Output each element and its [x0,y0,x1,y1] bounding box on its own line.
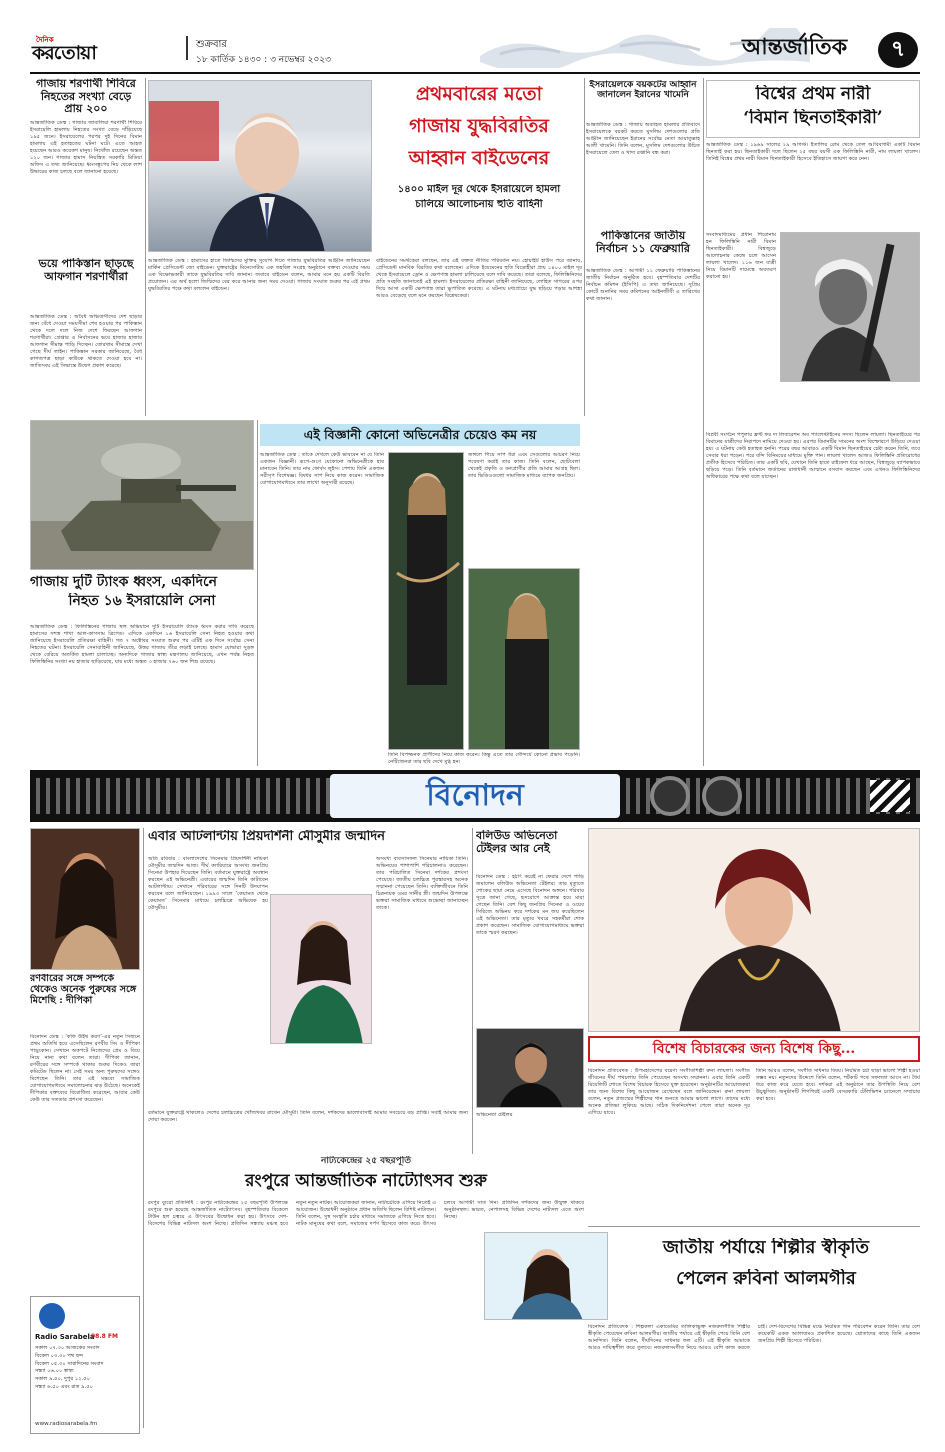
radio-schedule-item: বিকেল ০৫.৩০ সারাদিনের সংবাদ [35,1360,104,1367]
moushumi-photo [270,894,372,1044]
col4 [586,80,700,418]
radio-schedule-item: সকাল ৯.৫০, দুপুর ১২.৫০ [35,1376,91,1383]
col-rule [257,420,258,766]
scientist-text-3: তিনি বিপজ্জনক প্রাণীদের নিয়ে কাজ করেন। কিন্তু এতে তার সৌন্দর্যে কোনো প্রভাব পড়েনি। নেটিজেনরা তার ছবি দেখে মুগ্ধ হন। [388,752,580,766]
deepika-photo [30,828,140,970]
col-rule [472,828,473,1154]
houthi-subhead-line2: চালিয়ে আলোচনায় হুতি বাহিনী [415,199,543,211]
bishesh-headline-box [588,1036,920,1062]
bishesh-headline: বিশেষ বিচারকের জন্য বিশেষ কিছু... [652,1041,856,1057]
moushumi-text-3: বর্তমানে যুক্তরাষ্ট্রে থাকলেও দেশের চলচ্চিত্রের খোঁজখবর রাখেন মৌসুমী। তিনি বলেন, দর্শকদের ভালোবাসাই আমার সবচেয়ে বড় প্রাপ্তি। সবাই আমার জন্য দোয়া করবেন। [148,1110,468,1124]
refugee-camp-text: আন্তর্জাতিক ডেস্ক : গাজার জাবালিয়া শরণার্থী শিবিরে ইসরায়েলি হামলায় নিহতের সংখ্যা বেড়ে দাঁড়িয়েছে ১৯৫ জনে। ইসরায়েলের পরপর দুই দিনের বিমান হামলায় এই হতাহতের ঘটনা ঘটে। এতে আহত হয়েছেন আরও কয়েকশ মানুষ। নিখোঁজ রয়েছেন অন্তত ১২০ জন। গাজার হামাস নিয়ন্ত্রিত সরকারি মিডিয়া অফিস এ তথ্য জানিয়েছে। ধ্বংসস্তূপের নিচ থেকে লাশ উদ্ধারের কাজ চলছে বলে জানানো হয়েছে। [30,120,142,176]
scientist-headline-box [260,424,580,446]
radio-frequency: 98.8 FM [91,1333,118,1340]
biden-photo [148,80,372,252]
tailor-photo [476,1028,584,1108]
scientist-text-1: আন্তর্জাতিক ডেস্ক : তাকে দেখলে কেউ ভাববেন না যে তিনি একজন বিজ্ঞানী। রূপে-গুণে যেকোনো অভিনেত্রীকে হার মানাবেন তিনি। তার নাম ফোর্বস লুইস। পেশায় তিনি একজন সরীসৃপ বিশেষজ্ঞ। বিষধর সাপ নিয়ে কাজ করেন। সামাজিক যোগাযোগমাধ্যমে তার লাখো অনুসারী রয়েছে। [260,452,384,487]
rubina-text: বিনোদন প্রতিবেদক : শিল্পকলা একাডেমির তালিকাভুক্ত নজরুলগীতি শিল্পীর স্বীকৃতি পেয়েছেন রুবিনা আলমগীর। জাতীয় পর্যায়ে এই স্বীকৃতি পেয়ে তিনি বেশ আনন্দিত। তিনি বলেন, দীর্ঘদিনের সাধনার ফল এটি। এই স্বীকৃতি আমাকে আরও দায়িত্বশীল করে তুলবে। নজরুলসংগীত নিয়ে আরও বেশি কাজ করতে চাই। দেশ-বিদেশের বিভিন্ন মঞ্চে নিয়মিত গান পরিবেশন করেন তিনি। তার বেশ কয়েকটি একক অ্যালবামও প্রকাশিত হয়েছে। শ্রোতাদের কাছে তিনি একজন জনপ্রিয় শিল্পী হিসেবে পরিচিত। [588,1324,920,1352]
pakistan-election-headline: পাকিস্তানের জাতীয় নির্বাচন ১১ ফেব্রুয়ারি [596,230,690,255]
binodon-banner [30,770,920,822]
hijacker-headline-line2: ‘বিমান ছিনতাইকারী’ [743,108,883,128]
tailor-headline: বলিউড অভিনেতা টেইলর আর নেই [476,830,558,855]
masthead-date: ১৮ কার্তিক ১৪৩০ : ৩ নভেম্বর ২০২৩ [196,55,331,65]
binodon-title-box [330,774,620,818]
rangpur-text: রংপুর ব্যুরো প্রতিনিধি : রংপুর নাট্যকেন্দ্রের ২৫ বছরপূর্তি উপলক্ষে রংপুরে শুরু হয়েছে আন্তর্জাতিক নাট্যোৎসব। বৃহস্পতিবার বিকেলে টাউন হল চত্বরে এ উৎসবের উদ্বোধন করা হয়। উৎসবে দেশ-বিদেশের বিভিন্ন নাট্যদল অংশ নিচ্ছে। প্রতিদিন সন্ধ্যায় মঞ্চস্থ হবে নতুন নতুন নাটক। আয়োজকরা জানান, নাট্যচর্চাকে এগিয়ে নিতেই এ আয়োজন। উদ্বোধনী অনুষ্ঠানে প্রধান অতিথি ছিলেন বিশিষ্ট নাট্যজন। তিনি বলেন, সুস্থ সংস্কৃতি চর্চার মাধ্যমে সমাজকে এগিয়ে নিতে হবে। নাটক মানুষের কথা বলে, সমাজের দর্পণ হিসেবে কাজ করে। উৎসব চলবে আগামী সাত দিন। প্রতিদিন দর্শকদের জন্য উন্মুক্ত থাকবে অনুষ্ঠানস্থল। ভারত, নেপালসহ বিভিন্ন দেশের নাট্যদল এতে অংশ নিচ্ছে। [148,1199,584,1227]
col1 [30,78,142,416]
page-number: ৭ [890,37,906,62]
film-strip-left [30,778,330,814]
hijacker-text-2: সংবাদমাধ্যমের প্রধান শিরোনাম হন ফিলিস্তিনি নারী বিমান ছিনতাইকারী। বিশ্বজুড়ে আলোচনার কেন্দ্রে চলে আসেন লায়লা খালেদ। ১১৬ জন যাত্রী নিয়ে বিমানটি দামেস্কে অবতরণ করানো হয়। [706,232,776,281]
tank-photo [30,420,254,570]
radio-url[interactable]: www.radiosarabela.fm [35,1421,98,1427]
logo-small: দৈনিক [36,36,54,44]
tank-headline-block [30,574,254,618]
radio-brand: Radio Sarabela [35,1333,95,1341]
biden-headline-line2: গাজায় যুদ্ধবিরতির [409,115,549,137]
runa-laila-photo [588,828,920,1032]
masthead-rule [30,72,920,74]
biden-text-2: বাইডেনের সমর্থকেরা বলছেন, তার এই বক্তব্য নীতির পরিবর্তন নয়। হোয়াইট হাউস পরে জানায়, প্রেসিডেন্ট মানবিক বিরতির কথা বলেছেন। এদিকে ইয়েমেনের হুতি বিদ্রোহীরা প্রায় ১৪০০ মাইল দূর থেকে ইসরায়েলে ড্রোন ও ক্ষেপণাস্ত্র হামলা চালিয়েছে বলে দাবি করেছে। তারা বলেছে, ফিলিস্তিনিদের প্রতি সংহতি জানাতেই এই হামলা। ইসরায়েলের প্রতিরক্ষা বাহিনী জানিয়েছে, লোহিত সাগরের ওপর দিয়ে আসা একটি ক্ষেপণাস্ত্র তারা ভূপাতিত করেছে। এ ঘটনায় মধ্যপ্রাচ্যে যুদ্ধ ছড়িয়ে পড়ার আশঙ্কা আরও বেড়েছে বলে মনে করছেন বিশ্লেষকেরা। [376,258,582,300]
radio-schedule-item: বিকেল ০৩.৩০ পথ ছন্দ [35,1352,84,1359]
col-rule [703,78,704,766]
biden-headline-line3: আহ্বান বাইডেনের [408,147,550,169]
hijacker-headline-box [706,80,920,138]
film-reel-icon [702,776,742,816]
tailor-caption: অভিনেতা টেইলর [476,1112,513,1118]
masthead [0,0,945,76]
clapperboard-icon [870,780,910,812]
radio-schedule-item: সকাল ০৭.৩০ আজকের সংবাদ [35,1345,100,1351]
hijacker-text-3: বিপ্লবী সংগঠন পপুলার ফ্রন্ট ফর দ্য লিবারেশন অব প্যালেস্টাইনের সদস্য ছিলেন লায়লা। ছিনতাইয়ের পর বিমানের যাত্রীদের নিরাপদে নামিয়ে দেওয়া হয়। এরপর বিমানটির সামনের অংশ বিস্ফোরণে উড়িয়ে দেওয়া হয়। এ ঘটনায় কেউ হতাহত হননি। পরের বছর আবারও একটি বিমান ছিনতাইয়ের চেষ্টা করেন তিনি, তবে সেবার ধরা পড়েন। পরে বন্দি বিনিময়ের মাধ্যমে মুক্তি পান। লায়লা খালেদ আজও ফিলিস্তিনি প্রতিরোধের প্রতীক হিসেবে পরিচিত। তার একটি ছবি, যেখানে তিনি হাতে রাইফেল ধরে আছেন, বিশ্বজুড়ে ব্যাপকভাবে ছড়িয়ে পড়ে। তিনি বর্তমানে জর্ডানের রাজধানী আম্মানে বসবাস করছেন এবং এখনও ফিলিস্তিনিদের অধিকারের পক্ষে কথা বলে যাচ্ছেন। [706,432,920,481]
logo-text: করতোয়া [32,42,96,64]
deepika-headline: রণবীরের সঙ্গে সম্পর্কে থেকেও অনেক পুরুষের সঙ্গে মিশেছি : দীপিকা [30,974,137,1006]
biden-headline-block [376,80,582,254]
biden-text-1: আন্তর্জাতিক ডেস্ক : হামাসের হাতে জিম্মিদের মুক্তির সুযোগ দিতে গাজায় যুদ্ধবিরতির আহ্বান জানিয়েছেন মার্কিন প্রেসিডেন্ট জো বাইডেন। যুক্তরাষ্ট্রের মিনেসোটায় এক তহবিল সংগ্রহ অনুষ্ঠানে বক্তব্য দেওয়ার সময় এক বিক্ষোভকারী তাকে যুদ্ধবিরতির দাবি জানান। জবাবে বাইডেন বলেন, আমার মনে হয় একটি বিরতি প্রয়োজন। এর অর্থ হলো জিম্মিদের বের করে আনার জন্য সময় দেওয়া। গাজায় সংঘাত শুরুর পর এই প্রথম যুদ্ধবিরতির পক্ষে কথা বললেন বাইডেন। [148,258,370,293]
tank-text: আন্তর্জাতিক ডেস্ক : ফিলিস্তিনের গাজায় স্থল অভিযানে দুটি ইসরায়েলি ট্যাংক ধ্বংস করার দাবি করেছে হামাসের সশস্ত্র শাখা আল-কাসসাম ব্রিগেড। এদিকে একদিনে ১৬ ইসরায়েলি সেনা নিহত হওয়ার কথা জানিয়েছে ইসরায়েলি প্রতিরক্ষা বাহিনী। গত ৭ অক্টোবর সংঘাত শুরুর পর এটিই এক দিনে সর্বোচ্চ সেনা নিহতের ঘটনা। ইসরায়েলি সেনাবাহিনী জানিয়েছে, উত্তর গাজায় তীব্র লড়াই চলছে। হামাস যোদ্ধারা সুড়ঙ্গ থেকে বেরিয়ে অতর্কিত হামলা চালাচ্ছে। অন্যদিকে গাজার স্বাস্থ্য মন্ত্রণালয় জানিয়েছে, এখন পর্যন্ত নিহত ফিলিস্তিনির সংখ্যা নয় হাজার ছাড়িয়েছে, যার মধ্যে অন্তত ৩ হাজার ৭৬০ জন শিশু রয়েছে। [30,624,254,666]
biden-headline-line1: প্রথমবারের মতো [415,84,543,105]
hijacker-text-1: আন্তর্জাতিক ডেস্ক : ১৯৬৯ সালের ২৯ আগস্ট। ইতালির রোম থেকে তেল আবিবগামী একটি বিমান ছিনতাই করা হয়। ছিনতাইকারী দলে ছিলেন ২৫ বছর বয়সী এক ফিলিস্তিনি নারী, নাম লায়লা খালেদ। তিনিই বিশ্বের প্রথম নারী বিমান ছিনতাইকারী হিসেবে ইতিহাসে জায়গা করে নেন। [706,142,920,163]
moushumi-text-2: অসংখ্য ব্যবসাসফল সিনেমার নায়িকা তিনি। অভিনয়ের পাশাপাশি পরিচালনাও করেছেন। তার পরিচালিত সিনেমা দর্শকের প্রশংসা পেয়েছে। জাতীয় চলচ্চিত্র পুরস্কারসহ অনেক সম্মাননা পেয়েছেন তিনি। ব্যক্তিজীবনে তিনি চিত্রনায়ক ওমর সানীর স্ত্রী। জন্মদিন উপলক্ষে ভক্তরা সামাজিক মাধ্যমে শুভেচ্ছা জানাচ্ছেন তাকে। [376,856,468,912]
moushumi-headline: এবার আটলান্টায় প্রিয়দর্শিনী মৌসুমীর জন্মদিন [148,830,385,844]
radio-schedule [35,1345,139,1392]
scientist-photo [388,452,464,750]
rubina-photo [484,1232,608,1320]
radio-ad [30,1296,140,1434]
hijacker-headline-line1: বিশ্বের প্রথম নারী [755,85,871,104]
scientist-text-2: জঙ্গলে গিয়ে সাপ ধরা এবং সেগুলোর আচরণ নিয়ে গবেষণা করাই তার কাজ। তিনি বলেন, ছোটবেলা থেকেই প্রকৃতি ও বন্যপ্রাণীর প্রতি আমার আগ্রহ ছিল। তার ভিডিওগুলো সামাজিক মাধ্যমে ব্যাপক জনপ্রিয়। [468,452,580,480]
rangpur-headline: রংপুরে আন্তর্জাতিক নাট্যোৎসব শুরু [245,1172,487,1192]
radio-schedule-item: সন্ধ্যা ৬.৫০ এবং রাত ৯.৫০ [35,1383,93,1390]
rangpur-kicker: নাট্যকেন্দ্রের ২৫ বছরপূর্তি [320,1156,412,1166]
rubina-headline-line1: জাতীয় পর্যায়ে শিল্পীর স্বীকৃতি [662,1238,870,1258]
houthi-subhead-line1: ১৪০০ মাইল দূর থেকে ইসরায়েলে হামলা [397,183,561,195]
afghan-headline: ভয়ে পাকিস্তান ছাড়ছে আফগান শরণার্থীরা [38,258,134,283]
section-rule [588,1226,920,1227]
logo [30,34,180,62]
moushumi-text-1: অতি রবিবার : বাংলাদেশের সিনেমার প্রিয়দর্শিনী নায়িকা মৌসুমীর জন্মদিন আজ। দীর্ঘ ক্যারিয়ারে অসংখ্য জনপ্রিয় সিনেমা উপহার দিয়েছেন তিনি। বর্তমানে যুক্তরাষ্ট্রে অবস্থান করছেন এই অভিনেত্রী। এবারের জন্মদিন তিনি কাটাবেন আটলান্টায়। সেখানে পরিবারের সঙ্গে দিনটি উদযাপন করবেন বলে জানিয়েছেন। ১৯৯৩ সালে ‘কেয়ামত থেকে কেয়ামত’ সিনেমার মাধ্যমে চলচ্চিত্রে অভিষেক হয় মৌসুমীর। [148,856,268,912]
col-rule [143,828,144,1428]
leila-khaled-photo [780,232,920,382]
binodon-title: বিনোদন [426,778,524,813]
afghan-text: আন্তর্জাতিক ডেস্ক : অবৈধ অভিবাসীদের দেশ ছাড়ার জন্য বেঁধে দেওয়া সময়সীমা শেষ হওয়ার পর পাকিস্তান থেকে দলে দলে নিজ দেশে ফিরছেন আফগান শরণার্থীরা। গ্রেপ্তার ও নির্বাসনের ভয়ে হাজার হাজার আফগান সীমান্ত পাড়ি দিচ্ছেন। তোরখাম সীমান্তে দেখা গেছে দীর্ঘ লাইন। পাকিস্তান সরকার জানিয়েছে, বৈধ কাগজপত্র ছাড়া কাউকে থাকতে দেওয়া হবে না। জাতিসংঘ এই সিদ্ধান্তে উদ্বেগ প্রকাশ করেছে। [30,314,142,370]
masthead-divider [186,36,188,60]
scientist-photo-2 [468,568,580,750]
col-rule [145,78,146,416]
deepika-text: বিনোদন ডেস্ক : ‘কফি উইথ করণ’-এর নতুন সিজনে প্রথম অতিথি হয়ে এসেছিলেন রণবীর সিং ও দীপিকা পাড়ুকোন। সেখানে অকপটে নিজেদের প্রেম ও বিয়ে নিয়ে নানা কথা বলেন তারা। দীপিকা জানান, রণবীরের সঙ্গে সম্পর্কে থাকার শুরুর দিকেও তারা কমিটেড ছিলেন না। সেই সময় অন্য পুরুষদের সঙ্গেও মিশেছেন তিনি। তার এই মন্তব্যে সামাজিক যোগাযোগমাধ্যমে সমালোচনার ঝড় উঠেছে। অনেকেই দীপিকার বক্তব্যের বিরোধিতা করেছেন, আবার কেউ কেউ তার সততার প্রশংসা করেছেন। [30,1034,140,1104]
tank-headline-line2: নিহত ১৬ ইসরায়েলি সেনা [68,593,216,610]
section-title: আন্তর্জাতিক [742,34,848,60]
page-number-badge [878,32,918,68]
refugee-camp-headline: গাজায় শরণার্থী শিবিরে নিহতের সংখ্যা বেড়ে প্রায় ২০০ [36,78,136,116]
tailor-text: বিনোদন ডেস্ক : হঠাৎ করেই না ফেরার দেশে পাড়ি জমালেন বলিউড অভিনেতা টেইলর। তার মৃত্যুতে শোকের ছায়া নেমে এসেছে বিনোদন অঙ্গনে। পরিবার সূত্রে জানা গেছে, হৃদরোগে আক্রান্ত হয়ে মারা গেছেন তিনি। বেশ কিছু জনপ্রিয় সিনেমা ও ওয়েব সিরিজে অভিনয় করে দর্শকের মন জয় করেছিলেন এই অভিনেতা। তার মৃত্যুর খবরে সহকর্মীরা শোক প্রকাশ করেছেন। সামাজিক যোগাযোগমাধ্যমে ভক্তরা তাকে স্মরণ করছেন। [476,874,584,937]
bishesh-text-2: তিনি আরও বলেন, সংগীত সাধনার বিষয়। নিয়মিত চর্চা ছাড়া ভালো শিল্পী হওয়া সম্ভব নয়। নতুনদের উদ্দেশে তিনি বলেন, শর্টকাট পথে সফলতা আসে না। ধৈর্য ধরে কাজ করে যেতে হবে। দর্শকরা এই অনুষ্ঠানে তার উপস্থিতি নিয়ে বেশ উচ্ছ্বসিত। অনুষ্ঠানটি শিগগিরই একটি বেসরকারি টেলিভিশন চ্যানেলে সম্প্রচার করা হবে। [756,1068,920,1103]
bishesh-text-1: বিনোদন প্রতিবেদক : উপমহাদেশের বরেণ্য সংগীতশিল্পী রুনা লায়লা। সংগীত জীবনের দীর্ঘ পথচলায় তিনি পেয়েছেন অসংখ্য সম্মাননা। এবার তিনি একটি রিয়েলিটি শোতে বিশেষ বিচারক হিসেবে যুক্ত হয়েছেন। অনুষ্ঠানটির আয়োজকরা তার জন্য বিশেষ কিছু আয়োজন রেখেছেন বলে জানিয়েছেন। রুনা লায়লা বলেন, নতুন প্রজন্মের শিল্পীদের গান শুনতে আমার ভালো লাগে। তাদের মধ্যে অনেক প্রতিভা লুকিয়ে আছে। সঠিক দিকনির্দেশনা পেলে তারা অনেক দূর এগিয়ে যাবে। [588,1068,750,1117]
tank-headline-line1: গাজায় দুটি ট্যাংক ধ্বংস, একদিনে [30,574,217,590]
film-reel-icon [650,776,690,816]
rubina-headline-line2: পেলেন রুবিনা আলমগীর [676,1268,856,1289]
masthead-day: শুক্রবার [196,39,227,50]
scientist-headline: এই বিজ্ঞানী কোনো অভিনেত্রীর চেয়েও কম নয় [303,427,537,442]
khamenei-headline: ইসরায়েলকে বয়কটের আহ্বান জানালেন ইরানের খামেনি [589,80,697,101]
khamenei-text: আন্তর্জাতিক ডেস্ক : গাজায় অব্যাহত হামলার প্রতিবাদে ইসরায়েলকে বয়কট করতে মুসলিম দেশগুলোর প্রতি আহ্বান জানিয়েছেন ইরানের সর্বোচ্চ নেতা আয়াতুল্লাহ আলী খামেনি। তিনি বলেন, মুসলিম দেশগুলোর উচিত ইসরায়েলে তেল ও খাদ্য রপ্তানি বন্ধ করা। [586,122,700,157]
pakistan-election-text: আন্তর্জাতিক ডেস্ক : আগামী ১১ ফেব্রুয়ারি পাকিস্তানের জাতীয় নির্বাচন অনুষ্ঠিত হবে। বৃহস্পতিবার দেশটির নির্বাচন কমিশন (ইসিপি) এ তথ্য জানিয়েছে। সুপ্রিম কোর্টে শুনানির সময় কমিশনের আইনজীবী এ তারিখের কথা জানান। [586,268,700,303]
col-rule [584,78,585,416]
rubina-headline-block [612,1232,920,1316]
radio-logo-icon [39,1303,65,1329]
radio-schedule-item: সন্ধ্যা ০৬.০০ স্বাস্থ্য [35,1368,74,1375]
